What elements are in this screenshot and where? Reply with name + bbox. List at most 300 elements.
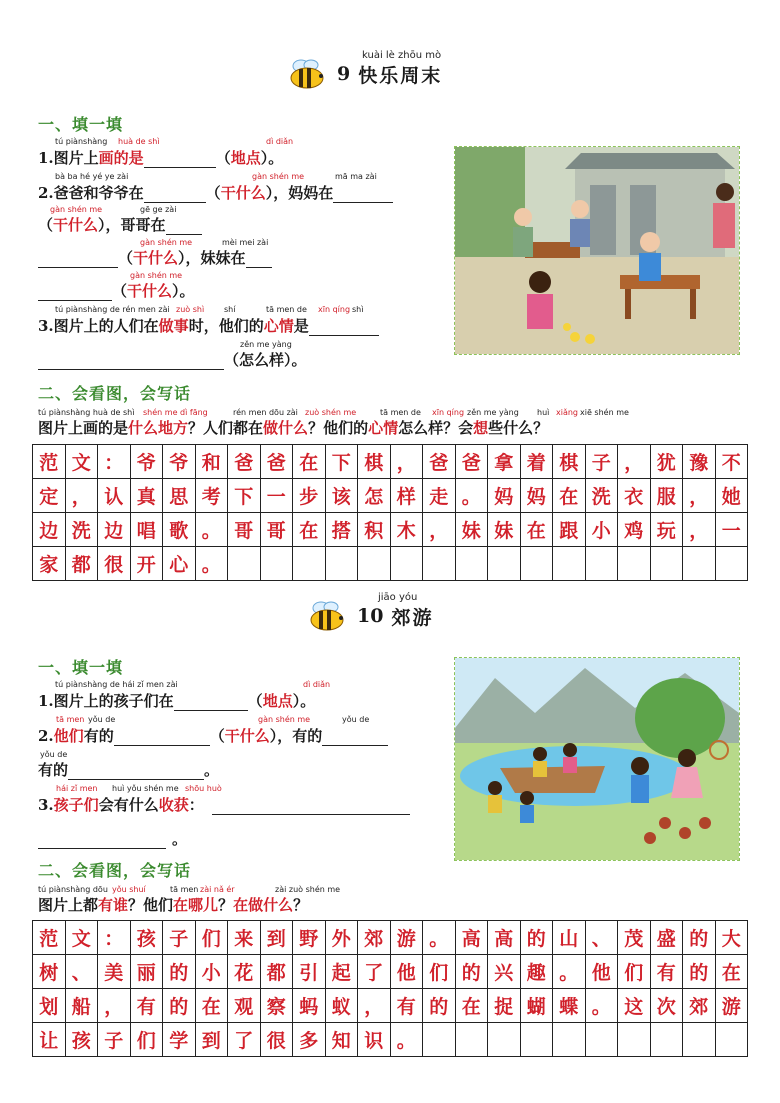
lesson10-grid-cell[interactable]: 们	[423, 955, 456, 989]
l10q1-text-2: （	[247, 692, 263, 710]
l10q2-pinyin-5: yǒu de	[40, 750, 68, 759]
lesson10-writing-grid	[32, 920, 748, 1057]
lesson9-grid-cell[interactable]	[520, 547, 553, 581]
lesson10-grid-cell[interactable]	[585, 1023, 618, 1057]
lesson9-grid-cell[interactable]	[423, 547, 456, 581]
lesson10-grid-cell[interactable]: 兴	[488, 955, 521, 989]
lesson10-grid-cell[interactable]: 、	[65, 955, 98, 989]
l9p-text-9: 些什么？	[488, 419, 549, 437]
l9p-text-3: ？人们都在	[188, 419, 264, 437]
l9q1-pinyin-2: huà de shì	[118, 137, 160, 146]
lesson9-grid-cell[interactable]: 棋	[358, 445, 391, 479]
l10q3-line-1	[38, 794, 410, 815]
lesson10-grid-cell[interactable]: 知	[325, 1023, 358, 1057]
l9p-text-1: 图片上画的是	[38, 419, 129, 437]
lesson9-section1-heading: 一、填一填	[38, 115, 124, 134]
lesson9-grid-cell[interactable]: 很	[98, 547, 131, 581]
lesson9-grid-cell[interactable]	[455, 547, 488, 581]
lesson9-grid-cell[interactable]: 开	[130, 547, 163, 581]
lesson10-grid-cell[interactable]: 次	[650, 989, 683, 1023]
l9q3-text-4: 心情	[263, 317, 294, 335]
lesson9-grid-cell[interactable]: 都	[65, 547, 98, 581]
lesson10-grid-cell[interactable]: 学	[163, 1023, 196, 1057]
lesson9-grid-cell[interactable]: 衣	[618, 479, 651, 513]
lesson9-grid-cell[interactable]: 着	[520, 445, 553, 479]
lesson10-grid-cell[interactable]: 高	[488, 921, 521, 955]
l9q2-pinyin-1: bà ba hé yé ye zài	[55, 172, 129, 181]
l9p-text-8: 想	[473, 419, 489, 437]
l9p-pinyin-10: xiē shén me	[580, 408, 629, 417]
l10q2-text-4: （	[209, 727, 225, 745]
l10q2-line-1	[38, 725, 388, 746]
lesson9-grid-cell[interactable]: 认	[98, 479, 131, 513]
lesson10-grid-cell[interactable]: 识	[358, 1023, 391, 1057]
lesson9-grid-cell[interactable]: 爸	[228, 445, 261, 479]
l9q1-blank[interactable]	[144, 153, 216, 168]
lesson9-grid-cell[interactable]: 家	[33, 547, 66, 581]
lesson10-grid-cell[interactable]: 。	[390, 1023, 423, 1057]
lesson10-grid-cell[interactable]: 郊	[683, 989, 716, 1023]
lesson9-grid-cell[interactable]: 豫	[683, 445, 716, 479]
lesson9-grid-cell[interactable]: 走	[423, 479, 456, 513]
lesson9-grid-cell[interactable]: 在	[553, 479, 586, 513]
lesson10-grid-cell[interactable]: 他	[390, 955, 423, 989]
lesson10-picture	[454, 657, 740, 861]
l10q3-blank-2[interactable]	[38, 834, 166, 849]
lesson9-grid-cell[interactable]: 思	[163, 479, 196, 513]
lesson10-grid-cell[interactable]: 了	[358, 955, 391, 989]
lesson9-grid-cell[interactable]: 积	[358, 513, 391, 547]
l9q3-pinyin-4: tā men de	[266, 305, 307, 314]
lesson10-grid-cell[interactable]: 观	[228, 989, 261, 1023]
l10q2-text-7: 有的	[38, 761, 69, 779]
l9q2-pinyin-3: mā ma zài	[335, 172, 377, 181]
lesson10-grid-cell[interactable]: 蚁	[325, 989, 358, 1023]
l10p-pinyin-5: zài zuò shén me	[275, 885, 341, 894]
lesson10-grid-cell[interactable]: 茂	[618, 921, 651, 955]
lesson9-grid-cell[interactable]: 爸	[423, 445, 456, 479]
l10q3-pinyin-3: shōu huò	[185, 784, 222, 793]
l9q2-blank-4[interactable]	[38, 253, 118, 268]
l9p-pinyin-8: huì	[537, 408, 550, 417]
l10q2-blank-2[interactable]	[322, 731, 388, 746]
lesson10-grid-cell[interactable]: 很	[260, 1023, 293, 1057]
lesson9-grid-cell[interactable]	[488, 547, 521, 581]
l9q1-pinyin-1: tú piànshàng	[55, 137, 108, 146]
lesson9-grid-cell[interactable]: ，	[618, 445, 651, 479]
lesson9-grid-cell[interactable]: 和	[195, 445, 228, 479]
lesson9-grid-cell[interactable]: 棋	[553, 445, 586, 479]
lesson9-prompt	[38, 417, 548, 438]
l9q3-pinyin-5: xīn qíng	[318, 305, 351, 314]
outing-illustration	[455, 658, 739, 860]
l9q2-blank-5[interactable]	[246, 253, 272, 268]
l9q2-line-3	[38, 247, 272, 268]
lesson10-grid-cell[interactable]: 郊	[358, 921, 391, 955]
l9p-text-4: 做什么	[263, 419, 309, 437]
l9q3-pinyin-1: tú piànshàng de rén men zài	[55, 305, 170, 314]
lesson9-grid-cell[interactable]: 子	[585, 445, 618, 479]
lesson10-grid-cell[interactable]: 趣	[520, 955, 553, 989]
l10q2-text-5: 干什么	[224, 727, 270, 745]
lesson9-grid-cell[interactable]: 在	[293, 513, 326, 547]
lesson10-grid-cell[interactable]	[455, 1023, 488, 1057]
lesson9-grid-cell[interactable]: 在	[520, 513, 553, 547]
lesson10-grid-cell[interactable]: 的	[163, 955, 196, 989]
l10q3-pinyin-1: hái zǐ men	[56, 784, 98, 793]
lesson9-grid-cell[interactable]: 一	[260, 479, 293, 513]
lesson10-grid-cell[interactable]: 们	[618, 955, 651, 989]
lesson9-grid-cell[interactable]: 一	[715, 513, 748, 547]
l9q2-text-3: 干什么	[220, 184, 266, 202]
lesson10-grid-cell[interactable]: 游	[390, 921, 423, 955]
l10q3-line-2	[38, 828, 187, 849]
l9q2-line-2	[38, 214, 202, 235]
l9q2-pinyin-6: gàn shén me	[140, 238, 193, 247]
lesson10-grid-cell[interactable]: 盛	[650, 921, 683, 955]
lesson9-grid-cell[interactable]: 洗	[585, 479, 618, 513]
lesson10-grid-cell[interactable]: 都	[260, 955, 293, 989]
l10q3-text-5: ：	[188, 796, 204, 814]
lesson10-grid-cell[interactable]: 外	[325, 921, 358, 955]
l10q1-line	[38, 690, 315, 711]
lesson9-grid-row	[33, 479, 748, 513]
l9q2-pinyin-7: mèi mei zài	[222, 238, 269, 247]
l9q1-pinyin-3: dì diǎn	[266, 137, 294, 146]
l10p-pinyin-1: tú piànshàng dōu	[38, 885, 108, 894]
lesson10-grid-cell[interactable]: 范	[33, 921, 66, 955]
lesson10-grid-cell[interactable]: 子	[98, 1023, 131, 1057]
lesson9-grid-cell[interactable]: 心	[163, 547, 196, 581]
lesson9-grid-cell[interactable]	[390, 547, 423, 581]
lesson9-grid-cell[interactable]: 范	[33, 445, 66, 479]
lesson10-grid-row	[33, 921, 748, 955]
lesson9-grid-cell[interactable]: 爷	[163, 445, 196, 479]
lesson10-title: 郊游	[391, 606, 434, 629]
l9q2-blank-3[interactable]	[166, 220, 202, 235]
lesson10-grid-cell[interactable]: 美	[98, 955, 131, 989]
lesson9-grid-cell[interactable]: 拿	[488, 445, 521, 479]
l10q2-pinyin-3: gàn shén me	[258, 715, 311, 724]
lesson10-grid-cell[interactable]: 树	[33, 955, 66, 989]
lesson10-grid-cell[interactable]: 多	[293, 1023, 326, 1057]
lesson10-grid-cell[interactable]: 蚂	[293, 989, 326, 1023]
l9q2-pinyin-8: gàn shén me	[130, 271, 183, 280]
lesson9-grid-cell[interactable]: 真	[130, 479, 163, 513]
bee-icon	[305, 600, 349, 632]
lesson10-grid-cell[interactable]: 的	[455, 955, 488, 989]
lesson9-grid-cell[interactable]: 她	[715, 479, 748, 513]
lesson10-grid-cell[interactable]: 大	[715, 921, 748, 955]
l9q2-text-10: ），妹妹在	[178, 249, 246, 267]
lesson9-grid-cell[interactable]: 唱	[130, 513, 163, 547]
lesson10-grid-cell[interactable]	[715, 1023, 748, 1057]
l10p-pinyin-4: zài nǎ ér	[200, 885, 235, 894]
l10q3-text-3: 会有什么	[98, 796, 159, 814]
lesson10-header	[305, 600, 433, 632]
l9q2-text-5: （	[38, 216, 54, 234]
lesson9-grid-cell[interactable]: 妹	[455, 513, 488, 547]
l10q1-blank[interactable]	[174, 696, 248, 711]
lesson9-grid-cell[interactable]: 服	[650, 479, 683, 513]
l10p-pinyin-2: yǒu shuí	[112, 885, 146, 894]
lesson9-grid-cell[interactable]: 跟	[553, 513, 586, 547]
l10q2-blank-3[interactable]	[68, 765, 204, 780]
l10q2-line-2	[38, 759, 219, 780]
lesson9-number: 9	[337, 63, 351, 85]
lesson10-grid-cell[interactable]: 船	[65, 989, 98, 1023]
lesson10-grid-cell[interactable]: 察	[260, 989, 293, 1023]
family-weekend-illustration	[455, 147, 739, 354]
l9q3-blank-1[interactable]	[309, 321, 379, 336]
l10p-text-2: 有谁	[98, 896, 129, 914]
lesson9-grid-cell[interactable]	[650, 547, 683, 581]
lesson10-grid-cell[interactable]: 的	[423, 989, 456, 1023]
lesson9-grid-cell[interactable]: 样	[390, 479, 423, 513]
lesson9-grid-cell[interactable]: 搭	[325, 513, 358, 547]
l10q2-pinyin-2: yǒu de	[88, 715, 116, 724]
lesson10-grid-cell[interactable]: 的	[520, 921, 553, 955]
lesson9-section2-heading: 二、会看图，会写话	[38, 384, 192, 403]
lesson10-grid-cell[interactable]: 来	[228, 921, 261, 955]
lesson9-grid-cell[interactable]: 步	[293, 479, 326, 513]
l9p-pinyin-7: zěn me yàng	[467, 408, 519, 417]
lesson9-grid-cell[interactable]: 怎	[358, 479, 391, 513]
l10q1-text-3: 地点	[262, 692, 293, 710]
lesson9-grid-cell[interactable]	[553, 547, 586, 581]
lesson10-grid-cell[interactable]	[650, 1023, 683, 1057]
lesson10-grid-cell[interactable]: 高	[455, 921, 488, 955]
l10p-text-4: 在哪儿	[173, 896, 219, 914]
lesson9-title: 快乐周末	[358, 64, 443, 87]
l9q3-pinyin-7: zěn me yàng	[240, 340, 292, 349]
lesson10-grid-cell[interactable]	[488, 1023, 521, 1057]
lesson9-grid-cell[interactable]: ，	[390, 445, 423, 479]
l10q3-text-2: 孩子们	[53, 796, 99, 814]
lesson10-grid-cell[interactable]: 山	[553, 921, 586, 955]
lesson10-grid-cell[interactable]: 蝶	[553, 989, 586, 1023]
l10q2-pinyin-4: yǒu de	[342, 715, 370, 724]
lesson9-grid-cell[interactable]: 爷	[130, 445, 163, 479]
l9q3-text-5: 是	[293, 317, 309, 335]
lesson10-grid-cell[interactable]: 到	[260, 921, 293, 955]
lesson9-grid-cell[interactable]: 考	[195, 479, 228, 513]
lesson9-grid-cell[interactable]: 下	[228, 479, 261, 513]
lesson10-grid-cell[interactable]: 游	[715, 989, 748, 1023]
lesson9-grid-cell[interactable]: 哥	[260, 513, 293, 547]
lesson10-grid-cell[interactable]: 在	[195, 989, 228, 1023]
lesson10-grid-cell[interactable]: 花	[228, 955, 261, 989]
lesson9-grid-cell[interactable]	[618, 547, 651, 581]
lesson10-number: 10	[357, 605, 384, 627]
lesson10-grid-cell[interactable]: 孩	[65, 1023, 98, 1057]
lesson9-grid-cell[interactable]: 玩	[650, 513, 683, 547]
l10q3-pinyin-2: huì yǒu shén me	[112, 784, 179, 793]
lesson9-grid-cell[interactable]: 文	[65, 445, 98, 479]
lesson10-grid-cell[interactable]: 们	[195, 921, 228, 955]
l9q2-text-1: 2.爸爸和爷爷在	[38, 184, 144, 202]
lesson10-grid-cell[interactable]: 的	[683, 921, 716, 955]
lesson10-grid-cell[interactable]: 这	[618, 989, 651, 1023]
l10q1-pinyin-1: tú piànshàng de hái zǐ men zài	[55, 680, 178, 689]
lesson9-grid-cell[interactable]: 爸	[455, 445, 488, 479]
lesson9-grid-cell[interactable]: 下	[325, 445, 358, 479]
lesson10-grid-cell[interactable]: 。	[423, 921, 456, 955]
l9p-pinyin-1: tú piànshàng huà de shì	[38, 408, 135, 417]
l10q2-blank-1[interactable]	[114, 731, 210, 746]
lesson9-grid-cell[interactable]: 定	[33, 479, 66, 513]
l9q2-text-4: ），妈妈在	[265, 184, 334, 202]
l9p-pinyin-3: rén men dōu zài	[233, 408, 298, 417]
lesson9-grid-cell[interactable]: 在	[293, 445, 326, 479]
lesson9-grid-cell[interactable]: 不	[715, 445, 748, 479]
lesson10-grid-cell[interactable]	[423, 1023, 456, 1057]
l9p-pinyin-4: zuò shén me	[305, 408, 357, 417]
l10q3-text-4: 收获	[158, 796, 189, 814]
lesson9-grid-cell[interactable]: ：	[98, 445, 131, 479]
l10q2-pinyin-1: tā men	[56, 715, 85, 724]
lesson9-grid-cell[interactable]: 。	[195, 513, 228, 547]
lesson9-grid-cell[interactable]: 木	[390, 513, 423, 547]
l9q2-text-7: ），哥哥在	[98, 216, 166, 234]
l9q1-text-4: 地点	[230, 149, 261, 167]
lesson10-grid-cell[interactable]: 起	[325, 955, 358, 989]
l10p-text-7: ？	[293, 896, 309, 914]
lesson10-grid-cell[interactable]	[520, 1023, 553, 1057]
lesson10-grid-cell[interactable]: 到	[195, 1023, 228, 1057]
lesson10-grid-cell[interactable]: 蝴	[520, 989, 553, 1023]
lesson9-grid-cell[interactable]: 歌	[163, 513, 196, 547]
l9q3-line-2	[38, 349, 307, 370]
lesson9-grid-cell[interactable]: 洗	[65, 513, 98, 547]
lesson9-grid-cell[interactable]	[228, 547, 261, 581]
lesson10-grid-cell[interactable]: ：	[98, 921, 131, 955]
lesson9-grid-cell[interactable]	[358, 547, 391, 581]
l9p-pinyin-6: xīn qíng	[432, 408, 465, 417]
lesson10-grid-cell[interactable]	[618, 1023, 651, 1057]
lesson10-grid-row	[33, 989, 748, 1023]
lesson9-grid-cell[interactable]: 犹	[650, 445, 683, 479]
lesson10-grid-cell[interactable]: 。	[553, 955, 586, 989]
l9q2-text-11: （	[112, 282, 128, 300]
lesson9-grid-cell[interactable]	[260, 547, 293, 581]
lesson10-grid-cell[interactable]: 孩	[130, 921, 163, 955]
l9q3-line-1	[38, 315, 379, 336]
lesson10-grid-cell[interactable]: 在	[455, 989, 488, 1023]
lesson9-grid-cell[interactable]: 。	[195, 547, 228, 581]
lesson10-grid-cell[interactable]: 捉	[488, 989, 521, 1023]
lesson9-grid-cell[interactable]: 妹	[488, 513, 521, 547]
l10q1-text-4: ）。	[292, 692, 316, 710]
lesson10-grid-cell[interactable]	[553, 1023, 586, 1057]
lesson9-grid-cell[interactable]: 鸡	[618, 513, 651, 547]
lesson9-grid-cell[interactable]: 边	[33, 513, 66, 547]
lesson10-grid-cell[interactable]: 、	[585, 921, 618, 955]
lesson10-section1-heading: 一、填一填	[38, 658, 124, 677]
lesson9-grid-cell[interactable]: 小	[585, 513, 618, 547]
lesson10-grid-cell[interactable]: 在	[715, 955, 748, 989]
lesson9-grid-cell[interactable]: 。	[455, 479, 488, 513]
l9q2-text-13: ）。	[172, 282, 195, 300]
l9q2-blank-1[interactable]	[144, 188, 206, 203]
l9q2-pinyin-5: gē ge zài	[140, 205, 177, 214]
lesson9-grid-cell[interactable]: 爸	[260, 445, 293, 479]
l10p-text-3: ？他们	[128, 896, 174, 914]
lesson10-title-pinyin: jiāo yóu	[378, 592, 418, 603]
lesson10-grid-cell[interactable]: 野	[293, 921, 326, 955]
l10q2-text-3: 有的	[83, 727, 114, 745]
lesson10-grid-cell[interactable]: 的	[683, 955, 716, 989]
l10q1-text-1: 1.图片上的孩子们在	[38, 692, 174, 710]
l9q2-blank-2[interactable]	[333, 188, 393, 203]
lesson10-grid-cell[interactable]: 有	[390, 989, 423, 1023]
lesson9-header	[285, 58, 442, 90]
lesson10-grid-cell[interactable]: 划	[33, 989, 66, 1023]
lesson9-grid-cell[interactable]	[715, 547, 748, 581]
l9p-text-5: ？他们的	[308, 419, 369, 437]
lesson10-grid-cell[interactable]: 了	[228, 1023, 261, 1057]
lesson10-grid-cell[interactable]: 子	[163, 921, 196, 955]
lesson9-grid-cell[interactable]: 妈	[488, 479, 521, 513]
lesson9-grid-cell[interactable]: 该	[325, 479, 358, 513]
lesson10-grid-cell[interactable]: 。	[585, 989, 618, 1023]
l9q2-text-8: （	[118, 249, 134, 267]
lesson9-grid-cell[interactable]	[293, 547, 326, 581]
l10p-pinyin-3: tā men	[170, 885, 199, 894]
lesson10-grid-cell[interactable]: 有	[650, 955, 683, 989]
lesson9-grid-cell[interactable]: 哥	[228, 513, 261, 547]
lesson10-grid-cell[interactable]: 的	[163, 989, 196, 1023]
l9p-pinyin-9: xiǎng	[556, 408, 579, 417]
lesson10-grid-cell[interactable]: 们	[130, 1023, 163, 1057]
l10q1-pinyin-2: dì diǎn	[303, 680, 331, 689]
l10p-text-5: ？	[218, 896, 234, 914]
l9q3-text-3: 时，他们的	[188, 317, 264, 335]
lesson9-grid-cell[interactable]	[585, 547, 618, 581]
l10q3-text-6: 。	[172, 830, 188, 848]
l9q1-text-5: ）。	[260, 149, 284, 167]
lesson10-grid-cell[interactable]: 他	[585, 955, 618, 989]
lesson9-grid-cell[interactable]	[325, 547, 358, 581]
lesson9-grid-cell[interactable]	[683, 547, 716, 581]
l9q2-blank-6[interactable]	[38, 286, 112, 301]
l10p-text-1: 图片上都	[38, 896, 99, 914]
lesson10-grid-cell[interactable]: 小	[195, 955, 228, 989]
l10q3-blank-1[interactable]	[212, 800, 410, 815]
l9q3-pinyin-2: zuò shì	[176, 305, 205, 314]
lesson10-grid-cell[interactable]: 引	[293, 955, 326, 989]
lesson10-grid-cell[interactable]: 有	[130, 989, 163, 1023]
lesson10-prompt	[38, 894, 308, 915]
lesson10-grid-cell[interactable]: ，	[98, 989, 131, 1023]
l10q2-text-8: 。	[204, 761, 220, 779]
lesson9-grid-cell[interactable]: 边	[98, 513, 131, 547]
lesson9-grid-cell[interactable]: 妈	[520, 479, 553, 513]
lesson9-grid-cell[interactable]: ，	[65, 479, 98, 513]
lesson10-grid-cell[interactable]: ，	[358, 989, 391, 1023]
lesson10-grid-cell[interactable]: 丽	[130, 955, 163, 989]
l9p-pinyin-5: tā men de	[380, 408, 421, 417]
lesson10-grid-cell[interactable]	[683, 1023, 716, 1057]
l9q3-blank-2[interactable]	[38, 355, 224, 370]
lesson10-grid-cell[interactable]: 让	[33, 1023, 66, 1057]
l9q3-text-6: （怎么样）。	[224, 351, 307, 369]
lesson9-grid-cell[interactable]: ，	[683, 479, 716, 513]
lesson9-grid-cell[interactable]: ，	[423, 513, 456, 547]
lesson9-grid-cell[interactable]: ，	[683, 513, 716, 547]
l10p-text-6: 在做什么	[233, 896, 294, 914]
lesson10-grid-cell[interactable]: 文	[65, 921, 98, 955]
